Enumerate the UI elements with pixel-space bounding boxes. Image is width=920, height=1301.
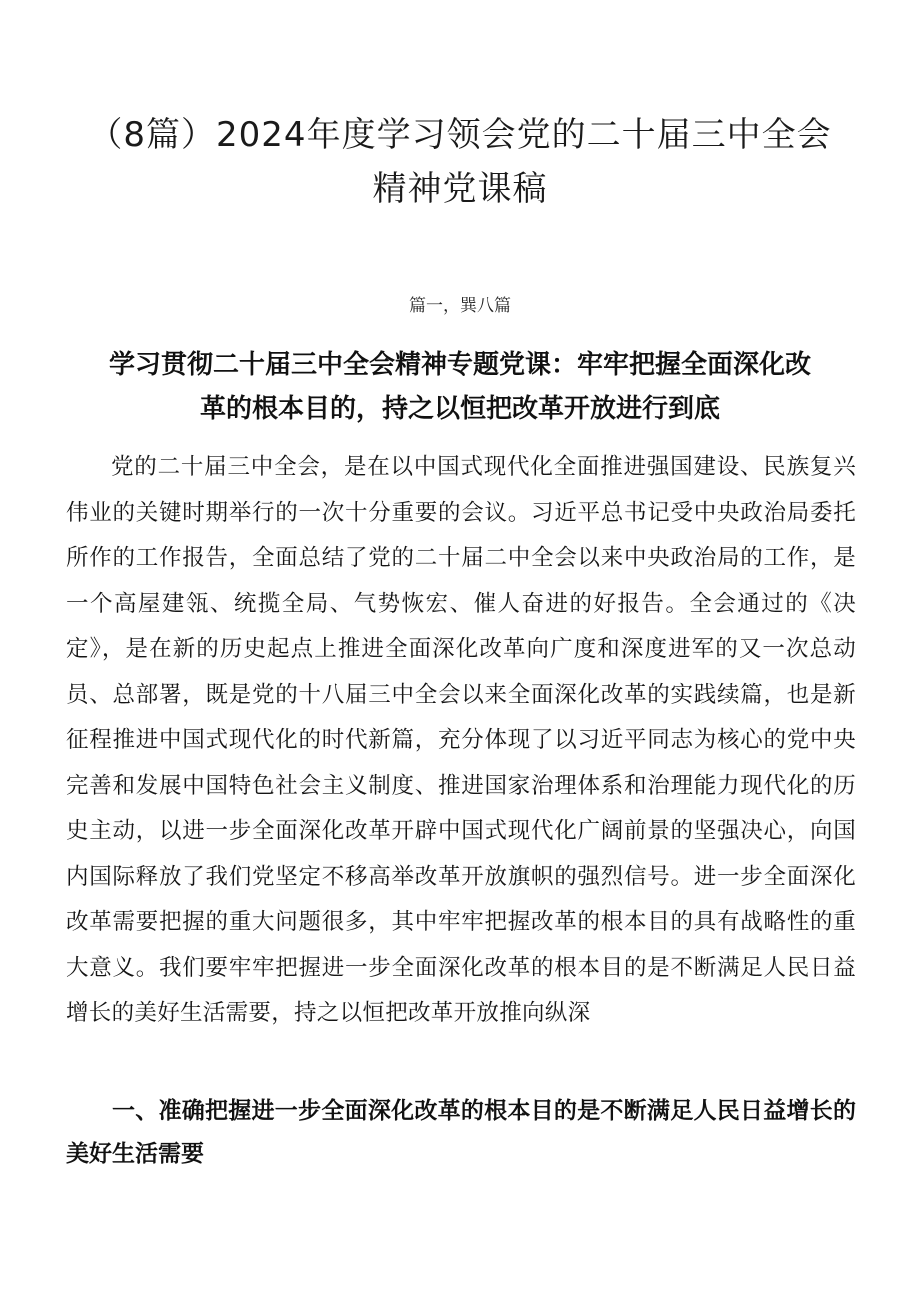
section-label: 篇一，巽八篇 — [409, 296, 511, 316]
document-title: （8篇）2024年度学习领会党的二十届三中全会精神党课稿 — [88, 115, 832, 209]
body-paragraph: 党的二十届三中全会，是在以中国式现代化全面推进强国建设、民族复兴伟业的关键时期举行的一次十分重要的会议。习近平总书记受中央政治局委托所作的工作报告，全面总结了党的二十届二中全会以来中央政治局的工作，是一个高屋建瓴、统揽全局、气势恢宏、催人奋进的好报告。全会通过的《决定》，是在新的历史起点上推进全面深化改革向广度和深度进军的又一次总动员、总部署，既是党的十八届三中全会以来全面深化改革的实践续篇，也是新征程推进中国式现代化的时代新篇，充分体现了以习近平同志为核心的党中央完善和发展中国特色社会主义制度、推进国家治理体系和治理能力现代化的历史主动，以进一步全面深化改革开辟中国式现代化广阔前景的坚强决心，向国内国际释放了我们党坚定不移高举改革开放旗帜的强烈信号。进一步全面深化改革需要把握的重大问题很多，其中牢牢把握改革的根本目的具有战略性的重大意义。我们要牢牢把握进一步全面深化改革的根本目的是不断满足人民日益增长的美好生活需要，持之以恒把改革开放推向纵深 — [66, 454, 856, 1026]
section-heading: 一、准确把握进一步全面深化改革的根本目的是不断满足人民日益增长的美好生活需要 — [66, 1098, 856, 1167]
article-title: 学习贯彻二十届三中全会精神专题党课：牢牢把握全面深化改革的根本目的，持之以恒把改革开放进行到底 — [108, 350, 811, 424]
